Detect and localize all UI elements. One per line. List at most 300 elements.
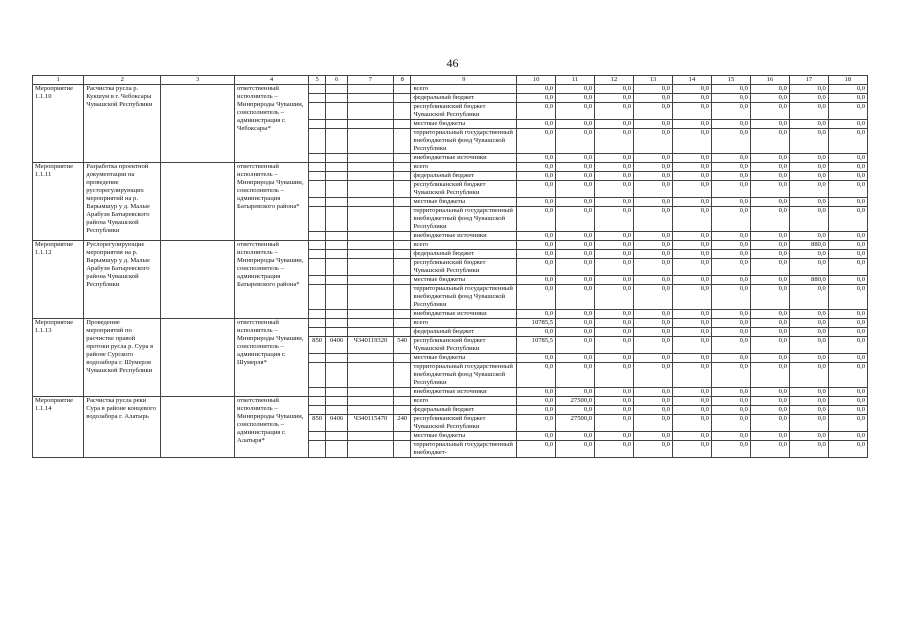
- value-cell: 0,0: [634, 207, 673, 232]
- value-cell: 0,0: [711, 250, 750, 259]
- funding-source: территориальный государственный внебюджетный фонд Чувашской Республики: [411, 285, 517, 310]
- value-cell: 0,0: [556, 85, 595, 94]
- code-cell: [326, 319, 348, 328]
- value-cell: 0,0: [556, 129, 595, 154]
- value-cell: 0,0: [595, 319, 634, 328]
- code-cell: [308, 432, 325, 441]
- value-cell: 0,0: [556, 172, 595, 181]
- code-cell: [308, 120, 325, 129]
- funding-source: федеральный бюджет: [411, 250, 517, 259]
- value-cell: 0,0: [711, 232, 750, 241]
- value-cell: 0,0: [517, 198, 556, 207]
- funding-source: внебюджетные источники: [411, 232, 517, 241]
- funding-source: территориальный государственный внебюджетный фонд Чувашской Республики: [411, 129, 517, 154]
- value-cell: 0,0: [556, 241, 595, 250]
- value-cell: 0,0: [595, 415, 634, 432]
- value-cell: 0,0: [672, 172, 711, 181]
- funding-source: всего: [411, 319, 517, 328]
- code-cell: [308, 163, 325, 172]
- code-cell: [394, 250, 411, 259]
- funding-source: внебюджетные источники: [411, 310, 517, 319]
- table-row: [33, 85, 868, 94]
- column-number: 11: [556, 76, 595, 85]
- value-cell: 0,0: [711, 310, 750, 319]
- value-cell: 0,0: [556, 120, 595, 129]
- value-cell: 0,0: [595, 285, 634, 310]
- value-cell: 0,0: [595, 337, 634, 354]
- executor-cell: ответственный исполнитель – Минприроды Чувашии, соисполнитель – администрация г. Алатыря*: [235, 397, 309, 458]
- value-cell: 0,0: [517, 241, 556, 250]
- value-cell: 0,0: [750, 198, 789, 207]
- value-cell: 0,0: [672, 85, 711, 94]
- column-number: 9: [411, 76, 517, 85]
- value-cell: 0,0: [517, 432, 556, 441]
- value-cell: 0,0: [672, 181, 711, 198]
- value-cell: 0,0: [517, 363, 556, 388]
- value-cell: 0,0: [828, 432, 867, 441]
- value-cell: 0,0: [595, 259, 634, 276]
- value-cell: 0,0: [711, 432, 750, 441]
- value-cell: 0,0: [750, 354, 789, 363]
- value-cell: 0,0: [711, 163, 750, 172]
- value-cell: 0,0: [517, 276, 556, 285]
- value-cell: 0,0: [750, 328, 789, 337]
- value-cell: 0,0: [595, 103, 634, 120]
- value-cell: 0,0: [556, 310, 595, 319]
- code-cell: [326, 276, 348, 285]
- code-cell: [394, 181, 411, 198]
- code-cell: [394, 120, 411, 129]
- value-cell: 0,0: [556, 103, 595, 120]
- value-cell: 0,0: [672, 415, 711, 432]
- value-cell: 0,0: [556, 276, 595, 285]
- value-cell: 0,0: [711, 207, 750, 232]
- value-cell: 0,0: [672, 363, 711, 388]
- value-cell: 0,0: [711, 276, 750, 285]
- code-cell: [347, 441, 393, 458]
- code-cell: [308, 259, 325, 276]
- value-cell: 0,0: [672, 198, 711, 207]
- value-cell: 0,0: [634, 415, 673, 432]
- code-cell: [347, 198, 393, 207]
- code-cell: [308, 85, 325, 94]
- code-cell: [326, 85, 348, 94]
- value-cell: 0,0: [750, 120, 789, 129]
- code-cell: [326, 432, 348, 441]
- column-number-row: [33, 76, 868, 85]
- value-cell: 0,0: [556, 181, 595, 198]
- value-cell: 0,0: [750, 285, 789, 310]
- code-cell: [308, 198, 325, 207]
- code-cell: [308, 241, 325, 250]
- code-cell: [394, 241, 411, 250]
- code-cell: [347, 163, 393, 172]
- empty-cell: [161, 319, 235, 397]
- value-cell: 0,0: [711, 363, 750, 388]
- measure-name: Проведение мероприятий по расчистке правой протоки русла р. Сура в районе Сурского водозабора г. Шумерля Чувашской Республики: [84, 319, 161, 397]
- value-cell: 0,0: [711, 181, 750, 198]
- table-row: [33, 163, 868, 172]
- value-cell: 0,0: [556, 94, 595, 103]
- value-cell: 0,0: [750, 154, 789, 163]
- value-cell: 0,0: [672, 397, 711, 406]
- column-number: 17: [789, 76, 828, 85]
- code-cell: [347, 250, 393, 259]
- value-cell: 0,0: [634, 397, 673, 406]
- value-cell: 0,0: [828, 207, 867, 232]
- measure-label: Мероприятие 1.1.10: [33, 85, 84, 163]
- value-cell: 0,0: [828, 406, 867, 415]
- value-cell: 0,0: [828, 181, 867, 198]
- value-cell: 0,0: [517, 259, 556, 276]
- value-cell: 0,0: [750, 259, 789, 276]
- value-cell: 0,0: [556, 406, 595, 415]
- value-cell: 0,0: [828, 172, 867, 181]
- code-cell: [326, 250, 348, 259]
- value-cell: 0,0: [789, 354, 828, 363]
- value-cell: 0,0: [789, 415, 828, 432]
- code-cell: [326, 232, 348, 241]
- value-cell: 0,0: [634, 181, 673, 198]
- value-cell: 0,0: [556, 328, 595, 337]
- value-cell: 0,0: [634, 85, 673, 94]
- value-cell: 0,0: [672, 354, 711, 363]
- value-cell: 0,0: [672, 241, 711, 250]
- value-cell: 0,0: [711, 85, 750, 94]
- measure-label: Мероприятие 1.1.12: [33, 241, 84, 319]
- funding-source: всего: [411, 163, 517, 172]
- value-cell: 0,0: [828, 388, 867, 397]
- code-cell: [308, 181, 325, 198]
- value-cell: 0,0: [711, 319, 750, 328]
- code-cell: [394, 363, 411, 388]
- code-cell: 0406: [326, 337, 348, 354]
- measure-name: Руслорегулирующие мероприятия на р. Варымшур у д. Малые Арабузи Батыревского района Чувашской Республики: [84, 241, 161, 319]
- executor-cell: ответственный исполнитель – Минприроды Чувашии, соисполнитель – администрация Батыревского района*: [235, 241, 309, 319]
- code-cell: [308, 172, 325, 181]
- value-cell: 0,0: [672, 207, 711, 232]
- code-cell: [347, 276, 393, 285]
- value-cell: 0,0: [750, 250, 789, 259]
- value-cell: 0,0: [789, 397, 828, 406]
- value-cell: 0,0: [711, 337, 750, 354]
- value-cell: 0,0: [634, 198, 673, 207]
- value-cell: 0,0: [595, 129, 634, 154]
- code-cell: [326, 94, 348, 103]
- code-cell: [308, 441, 325, 458]
- value-cell: 0,0: [750, 94, 789, 103]
- code-cell: [308, 388, 325, 397]
- funding-source: всего: [411, 241, 517, 250]
- code-cell: [326, 241, 348, 250]
- value-cell: 0,0: [556, 354, 595, 363]
- value-cell: 0,0: [750, 163, 789, 172]
- value-cell: 0,0: [595, 94, 634, 103]
- column-number: 5: [308, 76, 325, 85]
- value-cell: 0,0: [672, 120, 711, 129]
- code-cell: [308, 363, 325, 388]
- value-cell: 0,0: [595, 232, 634, 241]
- code-cell: [394, 432, 411, 441]
- value-cell: 0,0: [595, 354, 634, 363]
- code-cell: [394, 163, 411, 172]
- value-cell: 0,0: [634, 319, 673, 328]
- value-cell: 0,0: [828, 415, 867, 432]
- code-cell: [326, 441, 348, 458]
- code-cell: [347, 120, 393, 129]
- funding-source: территориальный государственный внебюджетный фонд Чувашской Республики: [411, 207, 517, 232]
- code-cell: [347, 354, 393, 363]
- funding-source: местные бюджеты: [411, 432, 517, 441]
- value-cell: 0,0: [750, 441, 789, 458]
- value-cell: 0,0: [595, 363, 634, 388]
- value-cell: 0,0: [828, 163, 867, 172]
- code-cell: [308, 285, 325, 310]
- code-cell: [347, 94, 393, 103]
- value-cell: 0,0: [828, 441, 867, 458]
- code-cell: [394, 310, 411, 319]
- value-cell: 0,0: [828, 285, 867, 310]
- value-cell: 0,0: [828, 103, 867, 120]
- value-cell: 0,0: [750, 276, 789, 285]
- code-cell: [326, 129, 348, 154]
- value-cell: 0,0: [556, 259, 595, 276]
- value-cell: 0,0: [711, 94, 750, 103]
- value-cell: 10785,5: [517, 319, 556, 328]
- code-cell: 0406: [326, 415, 348, 432]
- value-cell: 0,0: [711, 129, 750, 154]
- value-cell: 0,0: [789, 319, 828, 328]
- table-row: [33, 319, 868, 328]
- value-cell: 0,0: [595, 328, 634, 337]
- value-cell: 0,0: [517, 328, 556, 337]
- code-cell: [326, 103, 348, 120]
- value-cell: 0,0: [595, 198, 634, 207]
- value-cell: 0,0: [828, 241, 867, 250]
- value-cell: 0,0: [595, 397, 634, 406]
- code-cell: [326, 354, 348, 363]
- value-cell: 0,0: [789, 259, 828, 276]
- budget-table: [32, 75, 868, 458]
- value-cell: 0,0: [595, 441, 634, 458]
- value-cell: 0,0: [789, 94, 828, 103]
- code-cell: [347, 397, 393, 406]
- value-cell: 0,0: [634, 163, 673, 172]
- value-cell: 0,0: [595, 181, 634, 198]
- value-cell: 0,0: [517, 406, 556, 415]
- value-cell: 0,0: [828, 363, 867, 388]
- code-cell: 540: [394, 337, 411, 354]
- value-cell: 0,0: [750, 363, 789, 388]
- column-number: 14: [672, 76, 711, 85]
- value-cell: 0,0: [711, 103, 750, 120]
- value-cell: 0,0: [828, 85, 867, 94]
- value-cell: 0,0: [595, 241, 634, 250]
- value-cell: 0,0: [750, 172, 789, 181]
- value-cell: 0,0: [711, 154, 750, 163]
- value-cell: 0,0: [789, 198, 828, 207]
- value-cell: 0,0: [672, 337, 711, 354]
- value-cell: 0,0: [789, 441, 828, 458]
- code-cell: [394, 94, 411, 103]
- value-cell: 0,0: [556, 207, 595, 232]
- code-cell: [308, 250, 325, 259]
- code-cell: [394, 172, 411, 181]
- column-number: 13: [634, 76, 673, 85]
- code-cell: [308, 103, 325, 120]
- value-cell: 0,0: [750, 406, 789, 415]
- value-cell: 0,0: [595, 207, 634, 232]
- column-number: 18: [828, 76, 867, 85]
- code-cell: [326, 154, 348, 163]
- value-cell: 0,0: [828, 337, 867, 354]
- value-cell: 0,0: [634, 406, 673, 415]
- code-cell: [326, 120, 348, 129]
- value-cell: 0,0: [672, 310, 711, 319]
- value-cell: 0,0: [711, 397, 750, 406]
- value-cell: 0,0: [672, 163, 711, 172]
- value-cell: 0,0: [711, 328, 750, 337]
- value-cell: 0,0: [711, 388, 750, 397]
- value-cell: 0,0: [517, 172, 556, 181]
- code-cell: [347, 319, 393, 328]
- value-cell: 0,0: [595, 388, 634, 397]
- code-cell: [326, 388, 348, 397]
- value-cell: 0,0: [672, 94, 711, 103]
- code-cell: 240: [394, 415, 411, 432]
- code-cell: [326, 181, 348, 198]
- code-cell: [347, 232, 393, 241]
- code-cell: [347, 388, 393, 397]
- value-cell: 0,0: [789, 250, 828, 259]
- value-cell: 0,0: [634, 310, 673, 319]
- value-cell: 0,0: [595, 85, 634, 94]
- code-cell: [347, 181, 393, 198]
- code-cell: [394, 354, 411, 363]
- value-cell: 0,0: [634, 388, 673, 397]
- value-cell: 0,0: [750, 388, 789, 397]
- value-cell: 0,0: [828, 129, 867, 154]
- value-cell: 0,0: [634, 94, 673, 103]
- value-cell: 0,0: [556, 285, 595, 310]
- value-cell: 0,0: [672, 154, 711, 163]
- value-cell: 0,0: [634, 441, 673, 458]
- value-cell: 0,0: [750, 432, 789, 441]
- code-cell: [394, 397, 411, 406]
- value-cell: 0,0: [517, 354, 556, 363]
- code-cell: 850: [308, 337, 325, 354]
- value-cell: 0,0: [789, 310, 828, 319]
- measure-name: Расчистка русла р. Кукшум в г. Чебоксары Чувашской Республики: [84, 85, 161, 163]
- value-cell: 0,0: [595, 310, 634, 319]
- value-cell: 0,0: [828, 354, 867, 363]
- code-cell: [326, 259, 348, 276]
- code-cell: [308, 310, 325, 319]
- measure-label: Мероприятие 1.1.13: [33, 319, 84, 397]
- column-number: 7: [347, 76, 393, 85]
- value-cell: 0,0: [556, 319, 595, 328]
- value-cell: 0,0: [711, 285, 750, 310]
- code-cell: [394, 103, 411, 120]
- code-cell: [326, 310, 348, 319]
- value-cell: 0,0: [634, 232, 673, 241]
- value-cell: 0,0: [517, 129, 556, 154]
- code-cell: [347, 154, 393, 163]
- value-cell: 0,0: [517, 103, 556, 120]
- code-cell: [326, 198, 348, 207]
- funding-source: территориальный государственный внебюджетный фонд Чувашской Республики: [411, 363, 517, 388]
- value-cell: 0,0: [828, 319, 867, 328]
- value-cell: 0,0: [595, 172, 634, 181]
- code-cell: [394, 441, 411, 458]
- code-cell: [347, 432, 393, 441]
- measure-name: Расчистка русла реки Сура в районе концевого водозабора г. Алатырь: [84, 397, 161, 458]
- value-cell: 0,0: [750, 415, 789, 432]
- value-cell: 0,0: [517, 94, 556, 103]
- code-cell: [308, 154, 325, 163]
- value-cell: 0,0: [595, 406, 634, 415]
- value-cell: 27500,0: [556, 397, 595, 406]
- value-cell: 0,0: [711, 441, 750, 458]
- value-cell: 0,0: [595, 432, 634, 441]
- funding-source: федеральный бюджет: [411, 94, 517, 103]
- value-cell: 0,0: [517, 388, 556, 397]
- value-cell: 0,0: [672, 406, 711, 415]
- code-cell: [347, 172, 393, 181]
- value-cell: 0,0: [789, 85, 828, 94]
- value-cell: 0,0: [750, 337, 789, 354]
- value-cell: 0,0: [828, 276, 867, 285]
- table-row: [33, 397, 868, 406]
- value-cell: 0,0: [556, 388, 595, 397]
- value-cell: 0,0: [634, 328, 673, 337]
- executor-cell: ответственный исполнитель – Минприроды Чувашии, соисполнитель – администрация г. Шумерля*: [235, 319, 309, 397]
- value-cell: 0,0: [672, 319, 711, 328]
- value-cell: 0,0: [634, 250, 673, 259]
- value-cell: 0,0: [556, 154, 595, 163]
- code-cell: [394, 276, 411, 285]
- code-cell: [308, 328, 325, 337]
- funding-source: всего: [411, 397, 517, 406]
- code-cell: [394, 259, 411, 276]
- code-cell: [347, 285, 393, 310]
- code-cell: [394, 198, 411, 207]
- code-cell: [308, 129, 325, 154]
- value-cell: 0,0: [789, 103, 828, 120]
- code-cell: [326, 363, 348, 388]
- code-cell: [308, 276, 325, 285]
- value-cell: 0,0: [789, 388, 828, 397]
- value-cell: 0,0: [828, 232, 867, 241]
- value-cell: 0,0: [634, 103, 673, 120]
- value-cell: 0,0: [634, 241, 673, 250]
- value-cell: 0,0: [711, 241, 750, 250]
- value-cell: 0,0: [672, 285, 711, 310]
- code-cell: [308, 354, 325, 363]
- code-cell: [347, 259, 393, 276]
- code-cell: [308, 94, 325, 103]
- value-cell: 0,0: [750, 85, 789, 94]
- value-cell: 0,0: [556, 441, 595, 458]
- value-cell: 0,0: [789, 181, 828, 198]
- value-cell: 0,0: [634, 276, 673, 285]
- value-cell: 0,0: [789, 129, 828, 154]
- funding-source: всего: [411, 85, 517, 94]
- value-cell: 0,0: [828, 328, 867, 337]
- value-cell: 0,0: [789, 285, 828, 310]
- code-cell: [308, 319, 325, 328]
- value-cell: 0,0: [595, 250, 634, 259]
